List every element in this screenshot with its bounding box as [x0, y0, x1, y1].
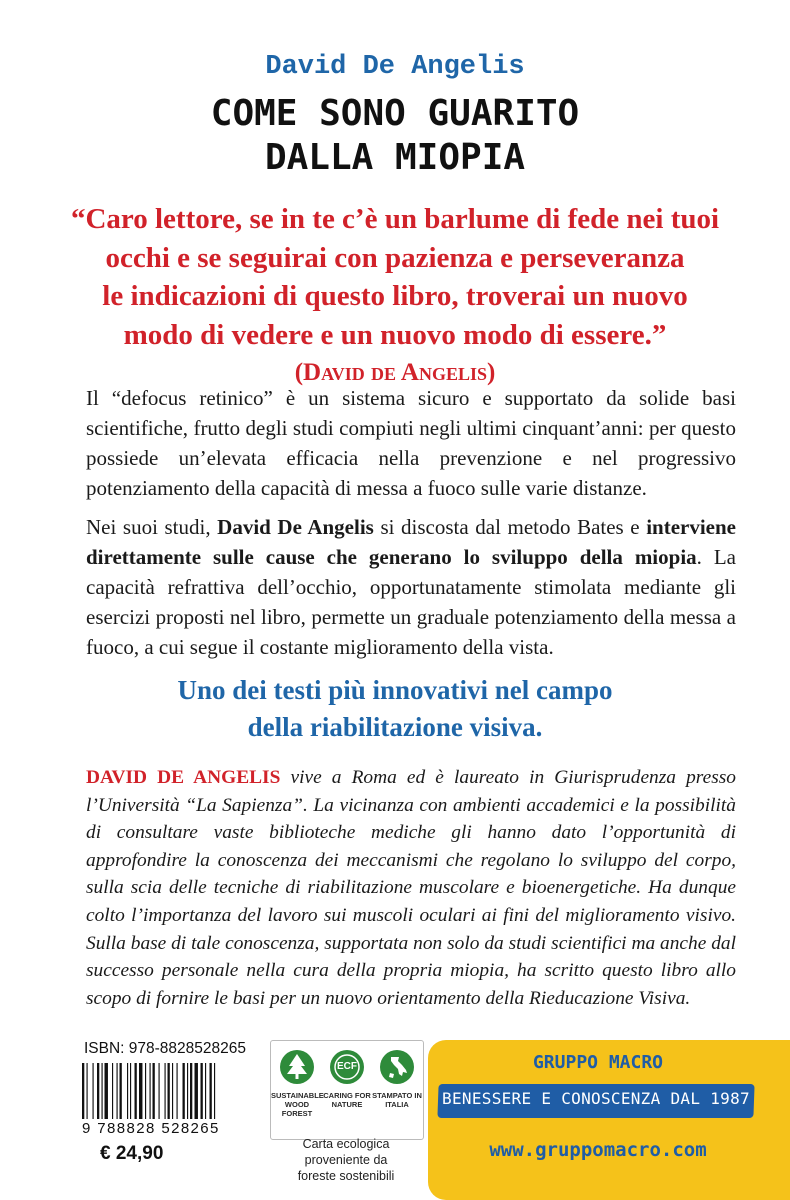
p2-text: . La capacità refrattiva dell’occhio, opportunatamente stimolata mediante gli esercizi proposti nel libro, permette un graduale potenziamento della messa a fuoco, a cui segue il costante miglioramento della vista. [86, 545, 736, 659]
author-name: David De Angelis [265, 52, 525, 82]
eco-caption: SUSTAINABLE WOOD FOREST [271, 1091, 324, 1118]
tree-icon [279, 1049, 315, 1085]
highlight-line: della riabilitazione visiva. [247, 712, 543, 742]
body-paragraph-2 [86, 512, 736, 662]
quote-line: modo di vedere e un nuovo modo di essere.” [123, 318, 667, 351]
eco-caption: STAMPATO IN ITALIA [372, 1091, 422, 1109]
price: € 24,90 [100, 1143, 164, 1164]
body-paragraph-1: Il “defocus retinico” è un sistema sicuro e supportato da solide basi scientifiche, frutto degli studi compiuti negli ultimi cinquant’anni: per questo possiede un’elevata efficacia nella prevenzione e nel progressivo potenziamento della capacità di messa a fuoco sulle varie distanze. [86, 386, 736, 500]
barcode-digits: 9 788828 528265 [82, 1120, 220, 1137]
publisher-tagline: BENESSERE E CONOSCENZA DAL 1987 [442, 1089, 750, 1108]
publisher-name: GRUPPO MACRO [532, 1052, 664, 1073]
bio-text: vive a Roma ed è laureato in Giurisprudenza presso l’Università “La Sapienza”. La vicinanza con ambienti accademici e la possibilità di consultare vaste biblioteche mediche gli hanno dato l’opportunità di approfondire la conoscenza dei meccanismi che regolano lo sviluppo del corpo, sulla scia delle tecniche di riabilitazione muscolare e bioenergetiche. Ha dunque colto l’importanza del lavoro sui muscoli oculari ai fini del miglioramento visivo. Sulla base di tale conoscenza, supportata non solo da studi scientifici ma anche dal successo personale nella cura della propria miopia, ha scritto questo libro allo scopo di fornire le basi per un nuovo orientamento della Rieducazione Visiva. [86, 767, 736, 1009]
highlight-statement [0, 672, 790, 746]
p2-author: David De Angelis [217, 515, 374, 539]
bio-author-name: DAVID DE ANGELIS [86, 767, 281, 788]
barcode-icon [80, 1063, 260, 1121]
quote-attribution: (David de Angelis) [294, 359, 496, 386]
ecf-label: ECF [337, 1061, 357, 1072]
quote-line: le indicazioni di questo libro, troverai un nuovo [102, 280, 688, 312]
author-bio [86, 764, 736, 1012]
p2-emphasis: interviene direttamente sulle cause che generano lo sviluppo della miopia [86, 515, 737, 569]
eco-note: Carta ecologica proveniente da foreste sostenibili [297, 1137, 395, 1183]
quote-line: “Caro lettore, se in te c’è un barlume di fede nei tuoi [70, 203, 720, 235]
eco-certifications [270, 1040, 424, 1140]
title-line-2: DALLA MIOPIA [264, 137, 526, 178]
p2-text: Nei suoi studi, [86, 515, 218, 539]
publisher-block [428, 1040, 790, 1200]
italy-map-icon [379, 1049, 415, 1085]
highlight-line: Uno dei testi più innovativi nel campo [177, 675, 613, 705]
title-line-1: COME SONO GUARITO [210, 93, 580, 134]
author-quote [40, 200, 750, 393]
p2-text: si discosta dal metodo Bates e [373, 515, 647, 539]
isbn-label: ISBN: 978-8828528265 [84, 1040, 247, 1057]
eco-caption: CARING FOR NATURE [323, 1091, 371, 1109]
quote-line: occhi e se seguirai con pazienza e perseveranza [105, 241, 685, 274]
book-title [0, 92, 790, 180]
publisher-url[interactable]: www.gruppomacro.com [489, 1139, 707, 1161]
